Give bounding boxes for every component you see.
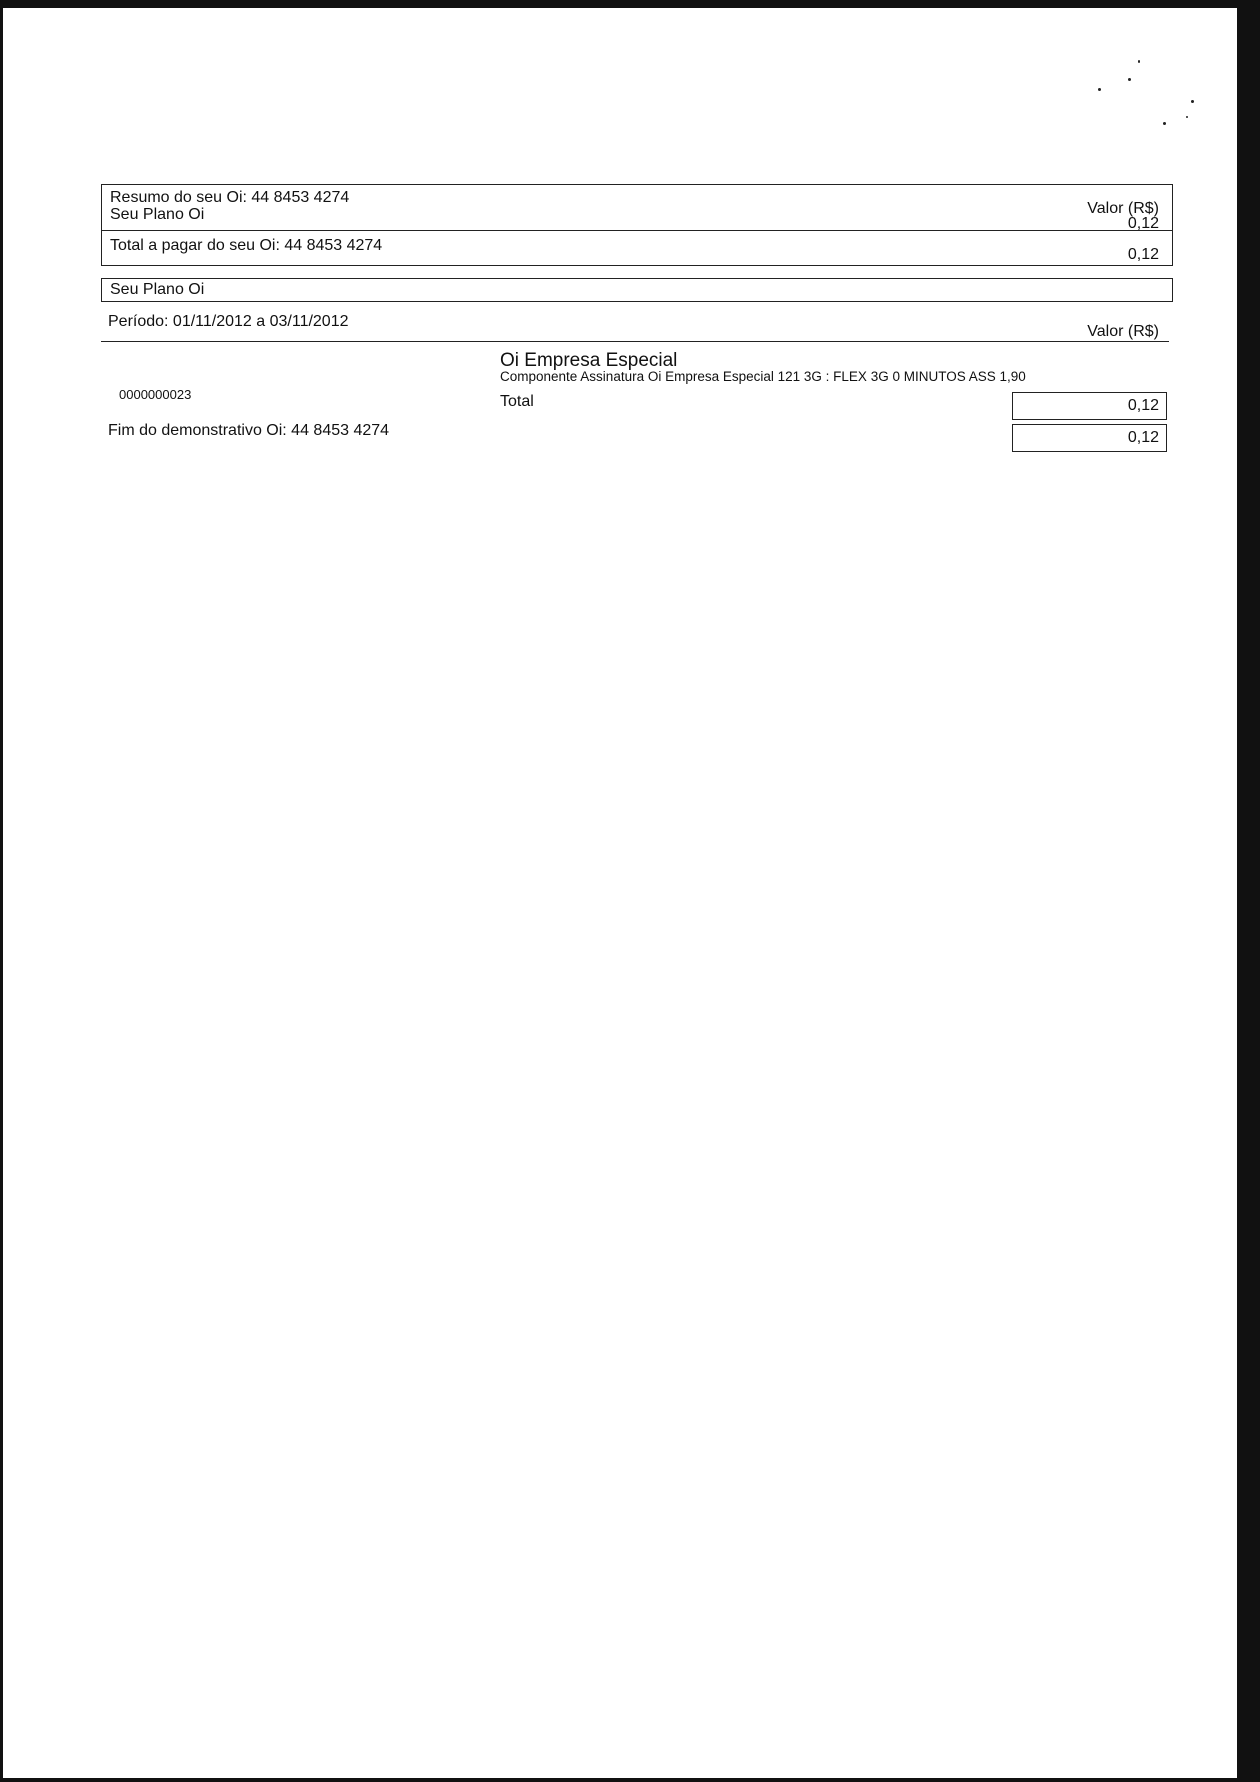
- summary-plan-label: Seu Plano Oi: [110, 206, 205, 223]
- period-label: Período: 01/11/2012 a 03/11/2012: [108, 313, 349, 330]
- scan-speck: [1163, 122, 1166, 125]
- period-value-header: Valor (R$): [1087, 323, 1159, 340]
- detail-plan-name: Oi Empresa Especial: [500, 350, 678, 371]
- scan-speck: [1191, 100, 1194, 103]
- summary-divider: [101, 230, 1173, 231]
- summary-title: Resumo do seu Oi: 44 8453 4274: [110, 189, 350, 206]
- plan-heading-box: [101, 278, 1173, 302]
- end-of-statement-label: Fim do demonstrativo Oi: 44 8453 4274: [108, 422, 390, 439]
- document-page: [3, 8, 1237, 1778]
- summary-value-header: Valor (R$): [1087, 200, 1159, 217]
- detail-total-label: Total: [500, 393, 534, 410]
- scan-speck: [1098, 88, 1101, 91]
- scan-speck: [1138, 60, 1140, 63]
- end-total-value: 0,12: [1127, 429, 1159, 446]
- scan-speck: [1186, 116, 1188, 118]
- plan-heading: Seu Plano Oi: [110, 281, 205, 298]
- summary-total-label: Total a pagar do seu Oi: 44 8453 4274: [110, 237, 383, 254]
- period-divider: [101, 341, 1169, 342]
- scan-speck: [1128, 78, 1131, 81]
- summary-plan-value: 0,12: [1127, 215, 1159, 232]
- summary-total-value: 0,12: [1127, 246, 1159, 263]
- detail-component: Componente Assinatura Oi Empresa Especial 121 3G : FLEX 3G 0 MINUTOS ASS 1,90: [500, 369, 1026, 384]
- detail-code: 0000000023: [119, 387, 192, 402]
- detail-total-value: 0,12: [1127, 397, 1159, 414]
